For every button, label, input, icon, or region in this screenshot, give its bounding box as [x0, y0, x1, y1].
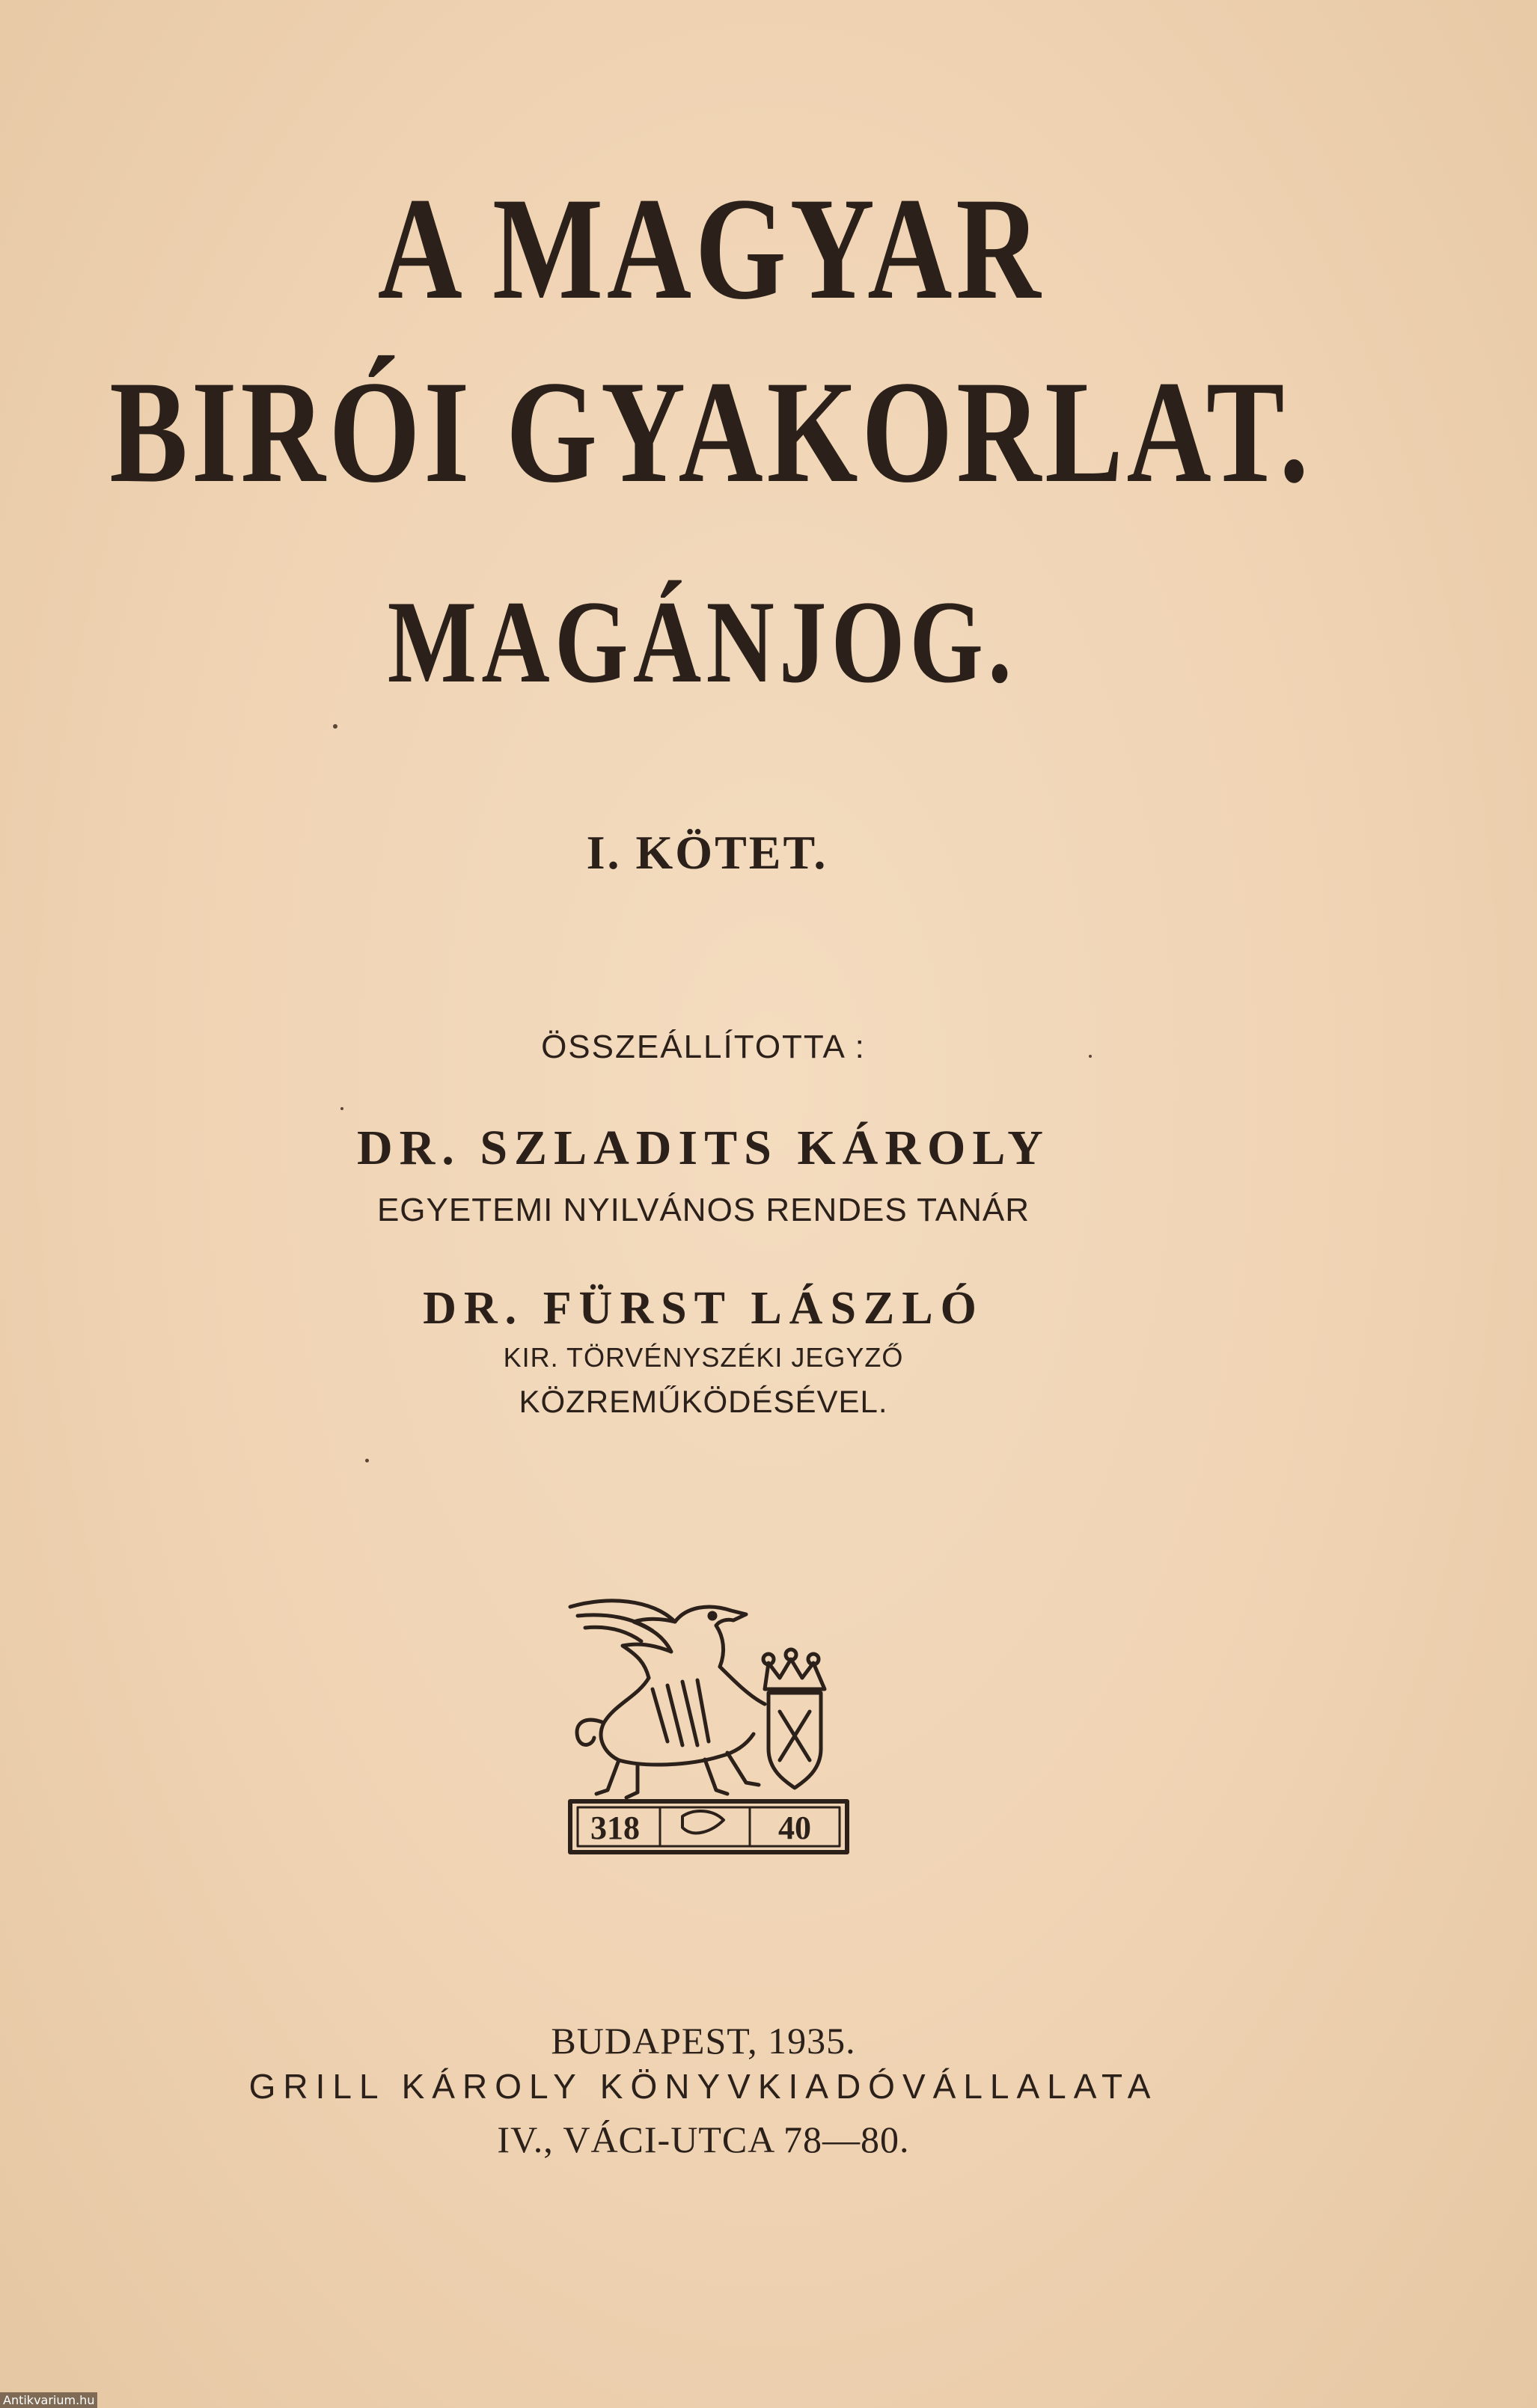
primary-author-role: EGYETEMI NYILVÁNOS RENDES TANÁR — [376, 1192, 1030, 1228]
title-line-2: BIRÓI GYAKORLAT. — [109, 351, 1313, 513]
secondary-author-role: KIR. TÖRVÉNYSZÉKI JEGYZŐ — [503, 1342, 904, 1373]
watermark: Antikvarium.hu — [0, 2392, 97, 2408]
imprint-address: IV., VÁCI-UTCA 78—80. — [497, 2119, 910, 2160]
secondary-author — [423, 1285, 984, 1332]
emblem-right-number: 40 — [778, 1810, 811, 1846]
paper-speck — [340, 1107, 343, 1110]
imprint-publisher: GRILL KÁROLY KÖNYVKIADÓVÁLLALATA — [248, 2067, 1158, 2106]
primary-author-name: SZLADITS KÁROLY — [480, 1121, 1050, 1175]
volume-label: I. KÖTET. — [586, 826, 828, 879]
title-line-1: A MAGYAR — [377, 168, 1045, 330]
paper-speck — [1089, 1055, 1092, 1058]
griffin-crown-emblem-icon — [563, 1592, 855, 1857]
compiled-by-label: ÖSSZEÁLLÍTOTTA : — [541, 1029, 866, 1065]
collaboration-note: KÖZREMŰKÖDÉSÉVEL. — [519, 1384, 888, 1419]
paper-speck — [365, 1459, 369, 1462]
emblem-left-number: 318 — [590, 1810, 640, 1846]
primary-author — [357, 1121, 1050, 1175]
paper-speck — [333, 724, 337, 729]
imprint-city-year: BUDAPEST, 1935. — [551, 2020, 856, 2062]
primary-author-prefix: DR. — [357, 1121, 461, 1175]
secondary-author-prefix: DR. — [423, 1283, 525, 1334]
subtitle: MAGÁNJOG. — [387, 577, 1017, 708]
secondary-author-name: FÜRST LÁSZLÓ — [543, 1283, 984, 1334]
